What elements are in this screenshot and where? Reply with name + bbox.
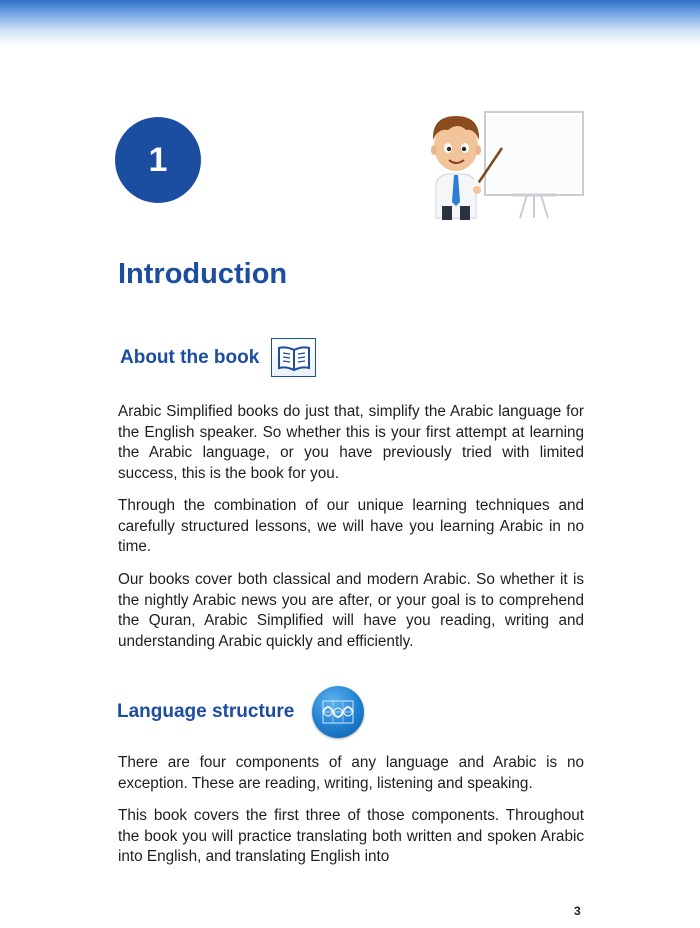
- paragraph-1: Arabic Simplified books do just that, simplify the Arabic language for the English speaker. So whether this is your first attempt at learning the Arabic language, or you have previously tried with limited success, this is the book for you.: [118, 403, 584, 482]
- page-number: 3: [574, 904, 581, 918]
- section-heading-about-the-book: [120, 338, 316, 377]
- section-heading-label: Language structure: [117, 701, 295, 722]
- paragraph-5: This book covers the first three of those components. Throughout the book you will practice translating both written and spoken Arabic into English, and translating English into: [118, 807, 584, 865]
- teacher-whiteboard-illustration: [408, 106, 588, 224]
- chapter-number: 1: [148, 140, 168, 179]
- section-heading-label: About the book: [120, 346, 260, 368]
- page-title: Introduction: [118, 258, 288, 290]
- paragraph-2: Through the combination of our unique learning techniques and carefully structured lessons, we will have you learning Arabic in no time.: [118, 497, 584, 555]
- header-gradient-band: [0, 0, 700, 46]
- chapter-number-badge: [115, 117, 201, 203]
- sine-wave-icon: [312, 686, 364, 738]
- paragraph-3: Our books cover both classical and modern Arabic. So whether it is the nightly Arabic news you are after, or your goal is to comprehend the Quran, Arabic Simplified will have you reading, writing and understanding Arabic quickly and efficiently.: [118, 571, 584, 650]
- paragraph-4: There are four components of any language and Arabic is no exception. These are reading, writing, listening and speaking.: [118, 754, 584, 792]
- open-book-icon: [271, 338, 316, 377]
- section-heading-language-structure: [117, 686, 364, 738]
